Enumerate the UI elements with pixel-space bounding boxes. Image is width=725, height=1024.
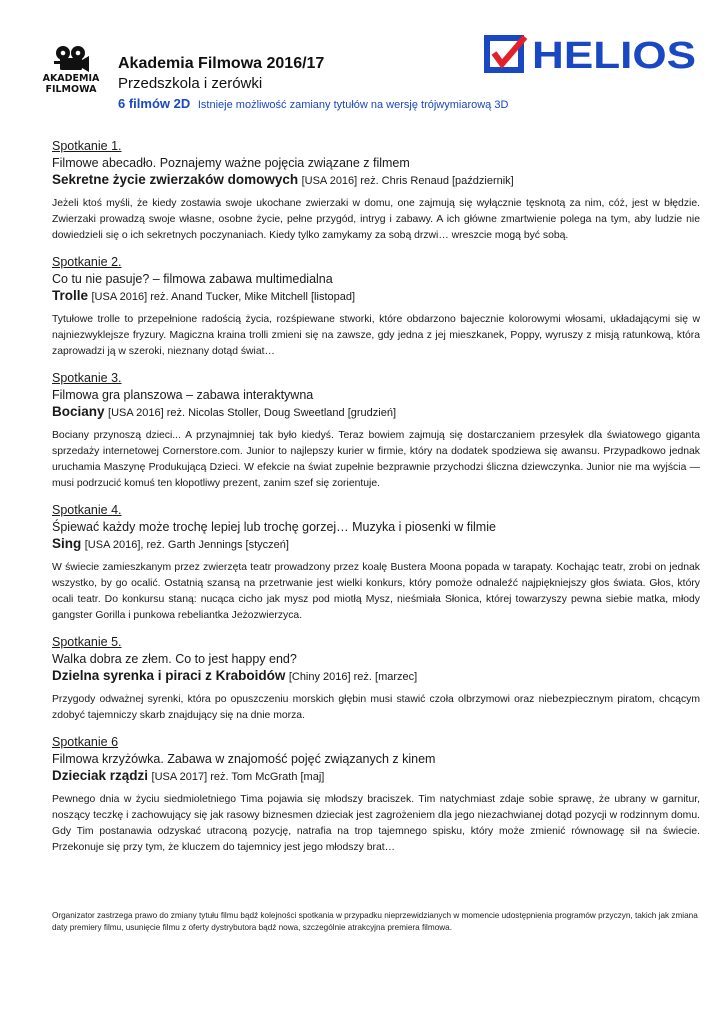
meeting-theme: Filmowa gra planszowa – zabawa interaktywna: [52, 388, 314, 402]
film-description: W świecie zamieszkanym przez zwierzęta teatr prowadzony przez koalę Bustera Moona popada w tarapaty. Kochając teatr, zrobi on jednak wszystko, by go ocalić. Ostatnią szansą na przetrwanie jest wielki konkurs, który pomoże odnaleźć najpiękniejszy głos świata. Głos, który ocali teatr. Do konkursu staną: nucąca cicho jak mysz pod miotłą Mysz, nieśmiała Słonica, której towarzyszy pewna siebie matka, młody gangster Gorilla i punkowa rebeliantka Jeżozwierzyca.: [52, 562, 700, 621]
meeting-3: [52, 370, 700, 492]
film-camera-icon: [54, 46, 89, 72]
meeting-2: [52, 254, 700, 360]
page-title: Akademia Filmowa 2016/17: [118, 55, 325, 72]
meeting-4: [52, 502, 700, 624]
footer-disclaimer: Organizator zastrzega prawo do zmiany tytułu filmu bądź kolejności spotkania w przypadku nieprzewidzianych w momencie udostępnienia programów przyczyn, takich jak zmiana daty premiery filmu, usunięcie filmu z oferty dystrybutora bądź nowa, szczególnie atrakcyjna premiera filmowa.: [52, 911, 698, 932]
format-note: Istnieje możliwość zamiany tytułów na wersję trójwymiarową 3D: [197, 99, 509, 111]
meeting-theme: Filmowe abecadło. Poznajemy ważne pojęcia związane z filmem: [52, 156, 410, 170]
film-description: Przygody odważnej syrenki, która po opuszczeniu morskich głębin musi stawić czoła olbrzymowi oraz niebezpiecznym piratom, chcącym zdobyć tajemniczy skarb znajdujący się na dnie morza.: [52, 694, 700, 721]
film-description: Bociany przynoszą dzieci... A przynajmniej tak było kiedyś. Teraz bowiem zajmują się dostarczaniem przesyłek dla światowego giganta sprzedaży internetowej Cornerstore.com. Junior to najlepszy kurier w firmie, który na dodatek spodziewa się awansu. Przypadkowo jednak uruchamia Maszynę Produkującą Dzieci. W efekcie na świat zupełnie bezprawnie przychodzi śliczna dziewczynka. Junior nie ma wyjścia — musi podrzucić komuś ten kłopotliwy prezent, zanim szef się zorientuje.: [52, 430, 700, 489]
format-count: 6 filmów 2D: [118, 96, 191, 111]
meeting-theme: Śpiewać każdy może trochę lepiej lub trochę gorzej… Muzyka i piosenki w filmie: [52, 520, 496, 534]
meeting-5: [52, 634, 700, 724]
meeting-label: Spotkanie 4.: [52, 503, 122, 517]
logo-line-1: AKADEMIA: [42, 73, 100, 84]
film-meta: [USA 2016] reż. Nicolas Stoller, Doug Sweetland [grudzień]: [108, 407, 397, 419]
film-title: Trolle: [52, 288, 89, 303]
meeting-1: [52, 138, 700, 244]
film-meta: [USA 2016], reż. Garth Jennings [styczeń]: [84, 539, 289, 551]
meeting-film: [52, 403, 700, 422]
akademia-filmowa-logo: [36, 44, 106, 96]
meeting-theme: Co tu nie pasuje? – filmowa zabawa multimedialna: [52, 272, 333, 286]
meeting-theme: Filmowa krzyżówka. Zabawa w znajomość pojęć związanych z kinem: [52, 752, 436, 766]
film-meta: [USA 2016] reż. Chris Renaud [październik]: [301, 175, 514, 187]
meeting-film: [52, 535, 700, 554]
meeting-film: [52, 767, 700, 786]
meeting-label: Spotkanie 5.: [52, 635, 122, 649]
meeting-label: Spotkanie 1.: [52, 139, 122, 153]
helios-wordmark: HELIOS: [532, 35, 696, 74]
film-title: Bociany: [52, 404, 105, 419]
page-subtitle: Przedszkola i zerówki: [118, 75, 263, 92]
meeting-film: [52, 667, 700, 686]
film-title: Sekretne życie zwierzaków domowych: [52, 172, 299, 187]
meeting-6: [52, 734, 700, 856]
meeting-label: Spotkanie 2.: [52, 255, 122, 269]
meeting-label: Spotkanie 3.: [52, 371, 122, 385]
header: [118, 54, 698, 113]
format-line: [118, 96, 698, 113]
meeting-film: [52, 287, 700, 306]
film-meta: [USA 2016] reż. Anand Tucker, Mike Mitchell [listopad]: [91, 291, 356, 303]
meeting-label: Spotkanie 6: [52, 735, 119, 749]
film-description: Pewnego dnia w życiu siedmioletniego Tima pojawia się młodszy braciszek. Tim natychmiast zdaje sobie sprawę, że ubrany w garnitur, noszący teczkę i zachowujący się jak rasowy biznesmen dzieciak jest zagrożeniem dla jego niezachwianej dotąd pozycji w rodzinnym domu. Gdy Tim postanawia odzyskać utraconą pozycję, natrafia na trop tajemnego spisku, który może zmienić równowagę sił na świecie. Przekonuje się przy tym, że kluczem do tajemnicy jest jego młodszy brat…: [52, 794, 700, 853]
film-description: Tytułowe trolle to przepełnione radością życia, rozśpiewane stworki, które obdarzono bajecznie kolorowymi włosami, układającymi się w najniezwyklejsze fryzury. Magiczna kraina trolli zmieni się na zawsze, gdy jedna z jej mieszkanek, Poppy, wyruszy z misją ratunkową, która zaprowadzi ją w szeroki, nieznany dotąd świat…: [52, 314, 700, 357]
film-meta: [USA 2017] reż. Tom McGrath [maj]: [151, 771, 325, 783]
film-title: Dzieciak rządzi: [52, 768, 149, 783]
logo-line-2: FILMOWA: [45, 84, 97, 95]
film-meta: [Chiny 2016] reż. [marzec]: [288, 671, 418, 683]
film-title: Sing: [52, 536, 82, 551]
meeting-theme: Walka dobra ze złem. Co to jest happy end?: [52, 652, 297, 666]
meeting-film: [52, 171, 700, 190]
film-title: Dzielna syrenka i piraci z Kraboidów: [52, 668, 286, 683]
meetings-list: [52, 138, 700, 866]
film-description: Jeżeli ktoś myśli, że kiedy zostawia swoje ukochane zwierzaki w domu, one zajmują się wyłącznie tęsknotą za nim, cóż, jest w błędzie. Zwierzaki prowadzą swoje własne, osobne życie, pełne przygód, intryg i zabawy. A ich główne zmartwienie polega na tym, aby ludzie nie dowiedzieli się o ich sekretnych poczynaniach. Kiedy tylko zamykamy za sobą drzwi… wreszcie mogą być sobą.: [52, 198, 700, 241]
